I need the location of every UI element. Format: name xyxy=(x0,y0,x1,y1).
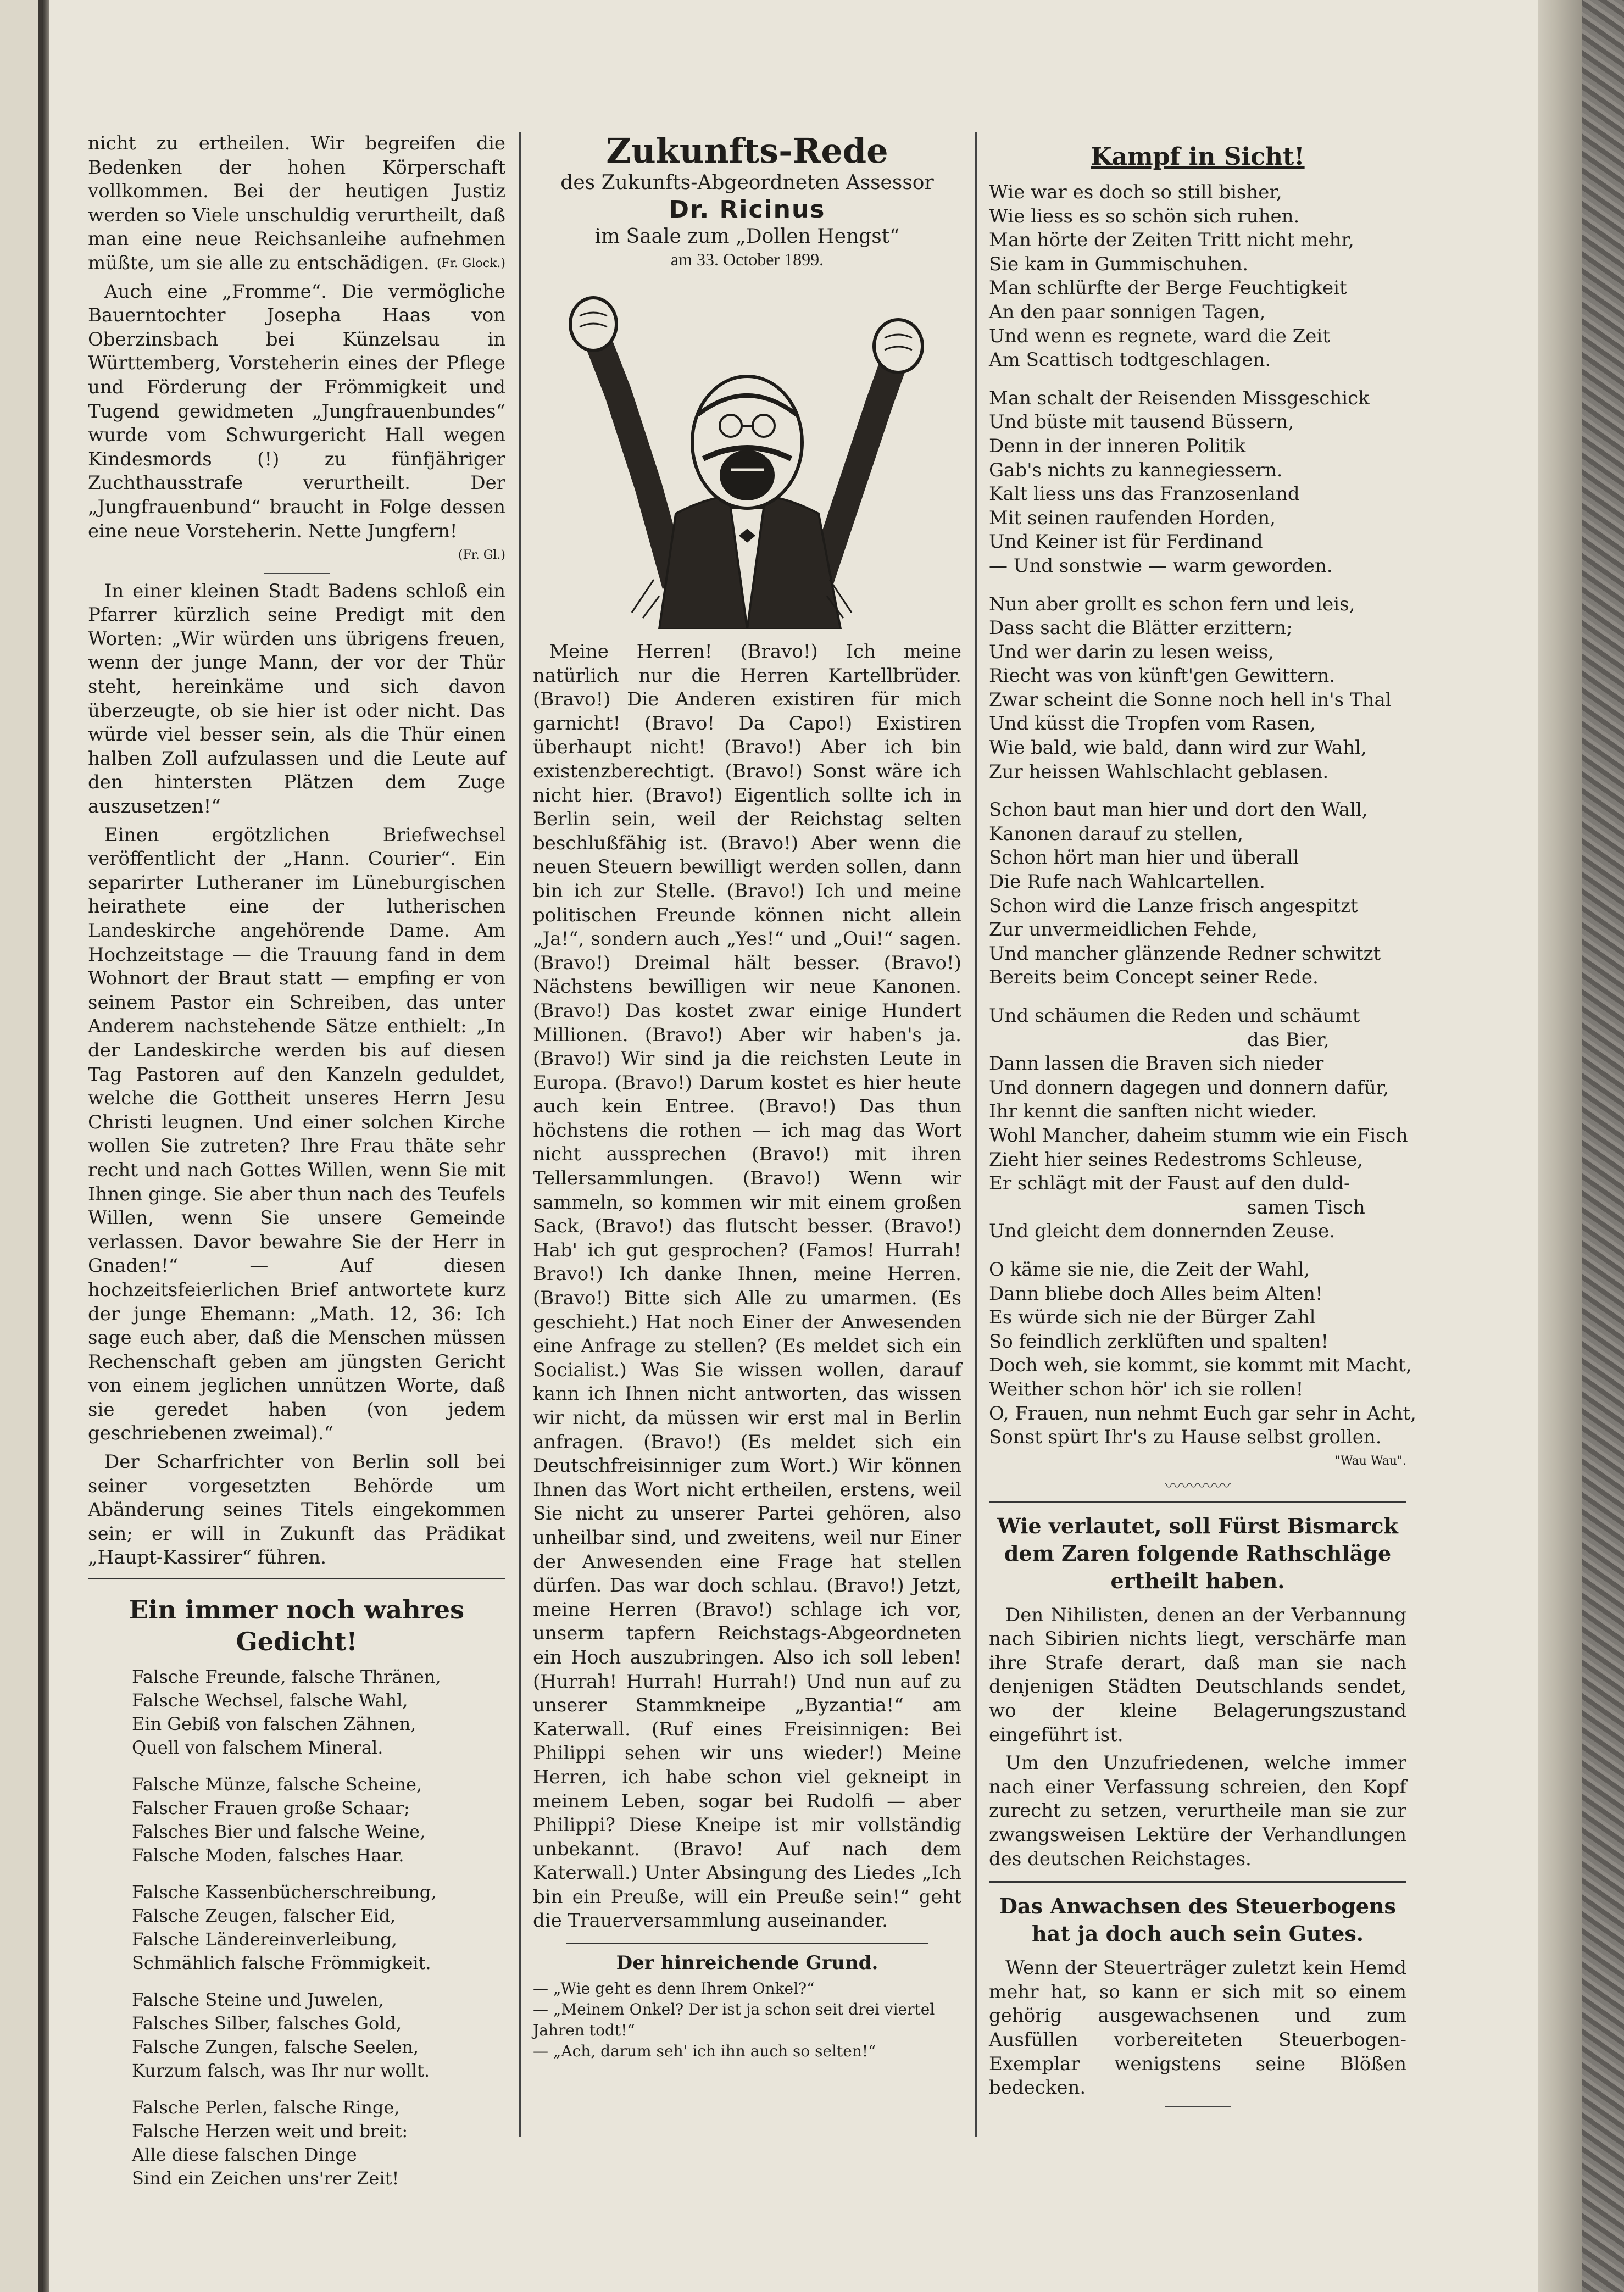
poem-line: Dann lassen die Braven sich nieder xyxy=(989,1053,1324,1075)
poem-line: Gab's nichts zu kannegiessern. xyxy=(989,459,1283,481)
poem-line: Sonst spürt Ihr's zu Hause selbst grollen. xyxy=(989,1426,1382,1449)
article-text: Um den Unzufriedenen, welche immer nach einer Verfassung schreien, den Kopf zurecht zu setzen, verurtheile man sie zur zwangsweisen Lektüre der Verhandlungen des deutschen Reichstages. xyxy=(989,1752,1406,1870)
poem-line: Schon hört man hier und überall xyxy=(989,847,1299,869)
section-rule xyxy=(989,1501,1406,1503)
poem-line: Und Keiner ist für Ferdinand xyxy=(989,531,1263,553)
poem-line: Kanonen darauf zu stellen, xyxy=(989,822,1244,845)
poem-line: Und schäumen die Reden und schäumt xyxy=(989,1005,1360,1027)
poem-line: Mit seinen raufenden Horden, xyxy=(989,507,1276,529)
article-text: Einen ergötzlichen Briefwechsel veröffentlicht der „Hann. Courier“. Ein separirter Lutheraner im Lüneburgischen heirathete eine der lutherischen Landeskirche angehörende Dame. Am Hochzeitstage — die Trauung fand in dem Wohnort der Braut statt — empfing er von seinem Pastor ein Schreiben, das unter Anderem nachstehende Sätze enthielt: „In der Landeskirche werden bis auf diesen Tag Pastoren auf den Kanzeln geduldet, welche die Gottheit unseres Herrn Jesu Christi leugnen. Und einer solchen Kirche wollen Sie zutreten? Ihre Frau thäte sehr recht und nach Gottes Willen, wenn Sie mit Ihnen ginge. Sie aber thun nach des Teufels Willen, wenn Sie unsere Gemeinde verlassen. Davor bewahre Sie der Herr in Gnaden!“ — Auf diesen hochzeitsfeierlichen Brief antwortete kurz der junge Ehemann: „Math. 12, 36: Ich sage euch aber, daß die Menschen müssen Rechenschaft geben am jüngsten Gericht von einem jeglichen unnützen Worte, daß sie geredet haben (von jedem geschriebenen zweimal).“ xyxy=(88,824,505,1445)
section-rule xyxy=(88,1578,505,1579)
poem-line: Falsche Perlen, falsche Ringe, xyxy=(132,2097,400,2118)
separator-rule xyxy=(1165,2106,1231,2107)
poem-line: Falscher Frauen große Schaar; xyxy=(132,1798,410,1819)
poem-line: Weither schon hör' ich sie rollen! xyxy=(989,1378,1304,1400)
poem-stanza xyxy=(989,798,1406,990)
poem-line: Ihr kennt die sanften nicht wieder. xyxy=(989,1100,1317,1123)
article-text: Den Nihilisten, denen an der Verbannung nach Sibirien nichts liegt, verschärfe man ihre Strafe derart, daß man sie nach denjenigen Städten Deutschlands sendet, wo der kleine Belagerungszustand eingeführt ist. xyxy=(989,1604,1406,1746)
poem xyxy=(132,1665,505,2190)
column-left xyxy=(88,132,505,2204)
poem-stanza xyxy=(132,1881,505,1975)
poem-line: Falsche Steine und Juwelen, xyxy=(132,1989,384,2011)
source-note: (Fr. Glock.) xyxy=(436,256,505,270)
poem-line: Falsche Münze, falsche Scheine, xyxy=(132,1774,422,1795)
poem-line: Alle diese falschen Dinge xyxy=(132,2144,357,2166)
dialogue-line: — „Ach, darum seh' ich ihn auch so selten!“ xyxy=(533,2042,876,2061)
poem-line: Wie bald, wie bald, dann wird zur Wahl, xyxy=(989,737,1367,759)
dialogue-line: — „Meinem Onkel? Der ist ja schon seit drei viertel Jahren todt!“ xyxy=(533,2000,935,2040)
poem-line: So feindlich zerklüften und spalten! xyxy=(989,1330,1329,1353)
poem-line: Bereits beim Concept seiner Rede. xyxy=(989,966,1319,989)
article-text: nicht zu ertheilen. Wir begreifen die Bedenken der hohen Körperschaft vollkommen. Bei der heutigen Justiz werden so Viele unschuldig verurtheilt, daß man eine neue Reichsanleihe aufnehmen müßte, um sie alle zu entschädigen. xyxy=(88,132,505,274)
poem-line: An den paar sonnigen Tagen, xyxy=(989,301,1266,323)
poem-line: Schon baut man hier und dort den Wall, xyxy=(989,799,1368,821)
poem-line: Es würde sich nie der Bürger Zahl xyxy=(989,1306,1316,1329)
poem-line: Die Rufe nach Wahlcartellen. xyxy=(989,871,1265,893)
poem-line: O, Frauen, nun nehmt Euch gar sehr in Acht, xyxy=(989,1402,1416,1425)
poem-line: Sie kam in Gummischuhen. xyxy=(989,253,1249,275)
poem-line: Und gleicht dem donnernden Zeuse. xyxy=(989,1220,1336,1243)
poem-line: Er schlägt mit der Faust auf den duld- xyxy=(989,1172,1350,1195)
poem-stanza xyxy=(989,387,1406,578)
speech-date: am 33. October 1899. xyxy=(670,249,824,269)
dialogue-line: — „Wie geht es denn Ihrem Onkel?“ xyxy=(533,1979,815,1998)
poem-line: Falsche Ländereinverleibung, xyxy=(132,1929,397,1950)
column-rule-2 xyxy=(975,132,977,2137)
poem-line: Falsche Zeugen, falscher Eid, xyxy=(132,1905,396,1927)
poem-line: Sind ein Zeichen uns'rer Zeit! xyxy=(132,2168,399,2189)
column-rule-1 xyxy=(519,132,521,2137)
poem-line: Am Scattisch todtgeschlagen. xyxy=(989,349,1271,371)
poem-line: Man schalt der Reisenden Missgeschick xyxy=(989,387,1370,409)
poem-line: Falsches Silber, falsches Gold, xyxy=(132,2013,402,2034)
poem-title: Kampf in Sicht! xyxy=(1091,143,1305,171)
poem-line: Wie war es doch so still bisher, xyxy=(989,181,1282,203)
poem-line: O käme sie nie, die Zeit der Wahl, xyxy=(989,1258,1310,1281)
poem-line: Man hörte der Zeiten Tritt nicht mehr, xyxy=(989,229,1354,252)
article-text: In einer kleinen Stadt Badens schloß ein Pfarrer kürzlich seine Predigt mit den Worten: „Wir würden uns übrigens freuen, wenn der junge Mann, der vor der Thür steht, hereinkäme und sich davon überzeugte, ob sie hier ist oder nicht. Das würde viel besser sein, als die Thür einen halben Zoll aufzulassen und die Leute auf den hintersten Plätzen dem Zuge auszusetzen!“ xyxy=(88,580,505,818)
poem-line: Schon wird die Lanze frisch angespitzt xyxy=(989,894,1358,917)
poem-line: Und donnern dagegen und donnern dafür, xyxy=(989,1076,1389,1099)
poem-line: Falsche Wechsel, falsche Wahl, xyxy=(132,1690,408,1711)
source-note: "Wau Wau". xyxy=(1334,1454,1406,1468)
speech-venue: im Saale zum „Dollen Hengst“ xyxy=(594,225,900,248)
page-stack-edge xyxy=(1538,0,1582,2292)
poem-line: Falsche Herzen weit und breit: xyxy=(132,2121,408,2142)
separator-rule xyxy=(566,1943,928,1944)
column-right xyxy=(989,132,1416,2112)
poem-title: Ein immer noch wahres Gedicht! xyxy=(129,1595,465,1657)
marbled-cover-board xyxy=(1582,0,1624,2292)
poem-stanza xyxy=(989,181,1406,372)
poem-line: Ein Gebiß von falschen Zähnen, xyxy=(132,1714,416,1735)
poem-line: Quell von falschem Mineral. xyxy=(132,1737,383,1759)
poem-line: das Bier, xyxy=(1247,1028,1330,1051)
section-rule xyxy=(989,1881,1406,1883)
poem-line: Und mancher glänzende Redner schwitzt xyxy=(989,942,1381,965)
poem-line: samen Tisch xyxy=(1247,1196,1365,1219)
separator-rule xyxy=(264,573,330,574)
poem-line: Dann bliebe doch Alles beim Alten! xyxy=(989,1282,1323,1305)
anecdote-title: Der hinreichende Grund. xyxy=(616,1952,878,1974)
poem-line: Dass sacht die Blätter erzittern; xyxy=(989,617,1293,639)
poem-stanza xyxy=(989,1258,1416,1450)
poem-line: Und wer darin zu lesen weiss, xyxy=(989,641,1274,663)
poem-line: Zwar scheint die Sonne noch hell in's Thal xyxy=(989,688,1392,711)
poem-line: Und küsst die Tropfen vom Rasen, xyxy=(989,713,1316,735)
orator-caricature-illustration xyxy=(566,277,928,629)
poem-line: Wie liess es so schön sich ruhen. xyxy=(989,205,1300,227)
article-heading: Wie verlautet, soll Fürst Bismarck dem Zaren folgende Rathschläge ertheilt haben. xyxy=(997,1513,1398,1593)
book-gutter xyxy=(42,0,49,2292)
poem-stanza xyxy=(132,2096,505,2190)
poem-line: Riecht was von künft'gen Gewittern. xyxy=(989,665,1336,687)
article-text: Der Scharfrichter von Berlin soll bei seiner vorgesetzten Behörde um Abänderung seines Titels eingekommen sein; er will in Zukunft das Prädikat „Haupt-Kassirer“ führen. xyxy=(88,1451,505,1569)
poem-line: Zur unvermeidlichen Fehde, xyxy=(989,919,1258,941)
article-text: Wenn der Steuerträger zuletzt kein Hemd mehr hat, so kann er sich mit so einem gehörig ausgewachsenen und zum Ausfüllen vorbereiteten Steuerbogen-Exemplar wenigstens seine Blößen bedecken. xyxy=(989,1957,1406,2099)
antiqua-poem xyxy=(989,181,1416,1450)
poem-stanza xyxy=(989,593,1406,785)
speech-subtitle: des Zukunfts-Abgeordneten Assessor xyxy=(560,171,934,194)
poem-line: Kalt liess uns das Franzosenland xyxy=(989,483,1300,505)
ornament-divider: 〰〰〰〰 xyxy=(1165,1476,1231,1496)
poem-line: Schmählich falsche Frömmigkeit. xyxy=(132,1952,431,1974)
poem-stanza xyxy=(132,1773,505,1867)
poem-line: Falsche Moden, falsches Haar. xyxy=(132,1845,404,1866)
source-note: (Fr. Gl.) xyxy=(458,548,505,563)
poem-line: Wohl Mancher, daheim stumm wie ein Fisch xyxy=(989,1124,1408,1147)
poem-line: Und büste mit tausend Büssern, xyxy=(989,411,1294,433)
poem-stanza xyxy=(132,1988,505,2083)
speech-title: Zukunfts-Rede xyxy=(606,131,888,171)
article-heading: Das Anwachsen des Steuerbogens hat ja doch auch sein Gutes. xyxy=(999,1894,1396,1946)
poem-line: Kurzum falsch, was Ihr nur wollt. xyxy=(132,2060,430,2082)
poem-line: Falsches Bier und falsche Weine, xyxy=(132,1821,426,1843)
poem-line: Und wenn es regnete, ward die Zeit xyxy=(989,325,1330,347)
poem-stanza xyxy=(989,1004,1406,1244)
poem-line: Nun aber grollt es schon fern und leis, xyxy=(989,593,1355,615)
poem-line: Denn in der inneren Politik xyxy=(989,435,1246,457)
speech-text: Meine Herren! (Bravo!) Ich meine natürlich nur die Herren Kartellbrüder. (Bravo!) Die Anderen existiren für mich garnicht! (Bravo! Da Capo!) Existiren überhaupt nicht! (Bravo!) Aber ich bin existenzberechtigt. (Bravo!) Sonst wäre ich nicht hier. (Bravo!) Eigentlich sollte ich in Berlin sein, weil der Reichstag selten beschlußfähig ist. (Bravo!) Aber wenn die neuen Steuern bewilligt werden sollen, dann bin ich zur Stelle. (Bravo!) Ich und meine politischen Freunde können nicht allein „Ja!“, sondern auch „Yes!“ und „Oui!“ sagen. (Bravo!) Dreimal hält besser. (Bravo!) Nächstens bewilligen wir neue Kanonen. (Bravo!) Das kostet zwar einige Hundert Millionen. (Bravo!) Aber wir haben's ja. (Bravo!) Wir sind ja die reichsten Leute in Europa. (Bravo!) Darum kostet es hier heute auch kein Entree. (Bravo!) Das thun höchstens die rothen — ich mag das Wort nicht aussprechen (Bravo!) mit ihren Tellersammlungen. (Bravo!) Wenn wir sammeln, so kommen wir mit einem großen Sack, (Bravo!) das flutscht besser. (Bravo!) Hab' ich gut gesprochen? (Famos! Hurrah! Bravo!) Ich danke Ihnen, meine Herren. (Bravo!) Bitte sich Alle zu umarmen. (Es geschieht.) Hat noch Einer der Anwesenden eine Anfrage zu stellen? (Es meldet sich ein Socialist.) Was Sie wissen wollen, darauf kann ich Ihnen nicht antworten, das wissen wir nicht, da müssen wir erst mal in Berlin anfragen. (Bravo!) (Es meldet sich ein Deutschfreisinniger zum Wort.) Wir können Ihnen das Wort nicht ertheilen, erstens, weil Sie nicht zu unserer Partei gehören, also unheilbar sind, und zweitens, weil nur Einer der Anwesenden eine Frage hat stellen dürfen. Das war doch schlau. (Bravo!) Jetzt, meine Herren (Bravo!) schlage ich vor, unserm tapfern Reichstags-Abgeordneten ein Hoch auszubringen. Also ich soll leben! (Hurrah! Hurrah! Hurrah!) Und nun auf zu unserer Stammkneipe „Byzantia!“ am Katerwall. (Ruf eines Freisinnigen: Bei Philippi sehen wir uns wieder!) Meine Herren, ich habe schon viel gekneipt in meinem Leben, sogar bei Rudolfi — aber Philippi? Diese Kneipe ist mir vollständig unbekannt. (Bravo! Auf nach dem Katerwall.) Unter Absingung des Liedes „Ich bin ein Preuße, will ein Preuße sein!“ geht die Trauerversammlung auseinander. xyxy=(533,641,961,1932)
poem-line: Falsche Freunde, falsche Thränen, xyxy=(132,1666,441,1688)
left-page-edge xyxy=(0,0,42,2292)
poem-line: Falsche Kassenbücherschreibung, xyxy=(132,1882,437,1903)
poem-line: Man schlürfte der Berge Feuchtigkeit xyxy=(989,277,1347,299)
poem-line: Falsche Zungen, falsche Seelen, xyxy=(132,2037,419,2058)
speaker-name: Dr. Ricinus xyxy=(669,196,826,224)
poem-line: — Und sonstwie — warm geworden. xyxy=(989,554,1333,577)
poem-line: Doch weh, sie kommt, sie kommt mit Macht, xyxy=(989,1354,1412,1377)
column-middle xyxy=(533,132,961,2062)
article-text: Auch eine „Fromme“. Die vermögliche Bauerntochter Josepha Haas von Oberzinsbach bei Künzelsau in Württemberg, Vorsteherin eines der Pflege und Förderung der Frömmigkeit und Tugend gewidmeten „Jungfrauenbundes“ wurde vom Schwurgericht Hall wegen Kindesmords (!) zu fünfjähriger Zuchthausstrafe verurtheilt. Der „Jungfrauenbund“ braucht in Folge dessen eine neue Vorsteherin. Nette Jungfern! xyxy=(88,280,505,542)
poem-line: Zieht hier seines Redestroms Schleuse, xyxy=(989,1148,1364,1171)
poem-stanza xyxy=(132,1665,505,1760)
anecdote-dialogue xyxy=(533,1978,961,2062)
poem-line: Zur heissen Wahlschlacht geblasen. xyxy=(989,760,1329,783)
